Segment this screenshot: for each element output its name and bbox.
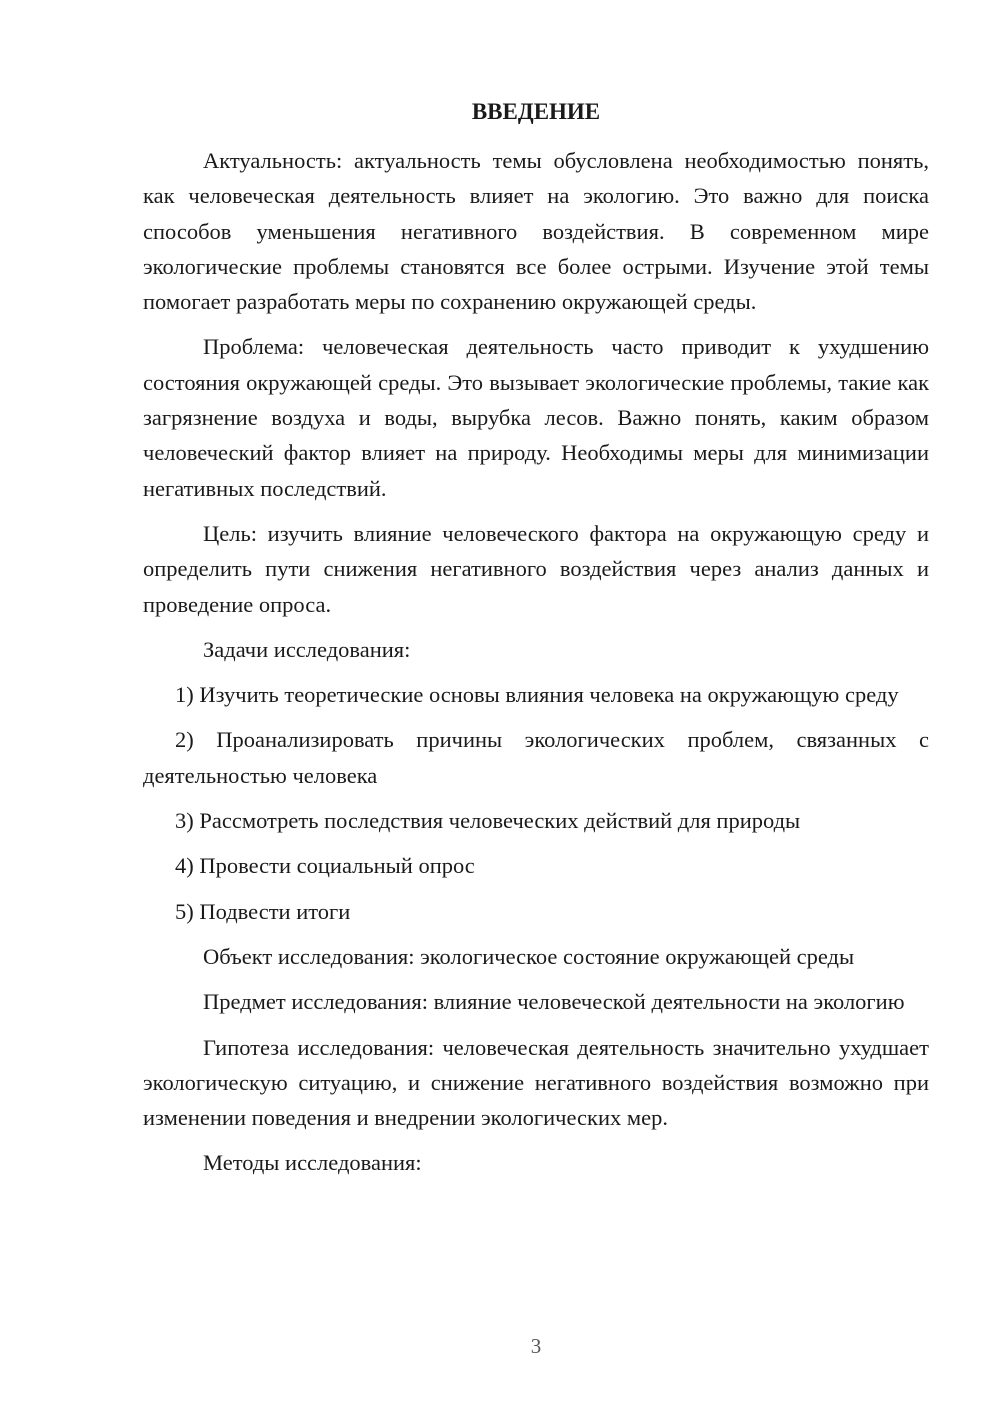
hypothesis-paragraph: Гипотеза исследования: человеческая деятельность значительно ухудшает экологическую ситуацию, и снижение негативного воздействия возможно при изменении поведения и внедрении экологических мер. [143, 1034, 929, 1131]
document-body [143, 143, 929, 1191]
methods-heading: Методы исследования: [203, 1150, 422, 1176]
goal-paragraph: Цель: изучить влияние человеческого фактора на окружающую среду и определить пути снижения негативного воздействия через анализ данных и проведение опроса. [143, 520, 929, 617]
task-item-5: 5) Подвести итоги [175, 898, 351, 924]
tasks-heading: Задачи исследования: [203, 636, 411, 662]
task-item-3: 3) Рассмотреть последствия человеческих действий для природы [175, 808, 801, 834]
page-number: 3 [530, 1334, 542, 1358]
task-item-2: 2) Проанализировать причины экологических проблем, связанных с деятельностью человека [143, 727, 929, 788]
subject-paragraph: Предмет исследования: влияние человеческой деятельности на экологию [203, 989, 905, 1015]
problem-paragraph: Проблема: человеческая деятельность часто приводит к ухудшению состояния окружающей среды. Это вызывает экологические проблемы, такие как загрязнение воздуха и воды, вырубка лесов. Важно понять, каким образом человеческий фактор влияет на природу. Необходимы меры для минимизации негативных последствий. [143, 334, 929, 501]
task-item-4: 4) Провести социальный опрос [175, 853, 475, 879]
relevance-paragraph: Актуальность: актуальность темы обусловлена необходимостью понять, как человеческая деятельность влияет на экологию. Это важно для поиска способов уменьшения негативного воздействия. В современном мире экологические проблемы становятся все более острыми. Изучение этой темы помогает разработать меры по сохранению окружающей среды. [143, 148, 929, 315]
page-title: ВВЕДЕНИЕ [471, 99, 601, 124]
object-paragraph: Объект исследования: экологическое состояние окружающей среды [203, 943, 855, 969]
task-item-1: 1) Изучить теоретические основы влияния человека на окружающую среду [175, 682, 899, 708]
